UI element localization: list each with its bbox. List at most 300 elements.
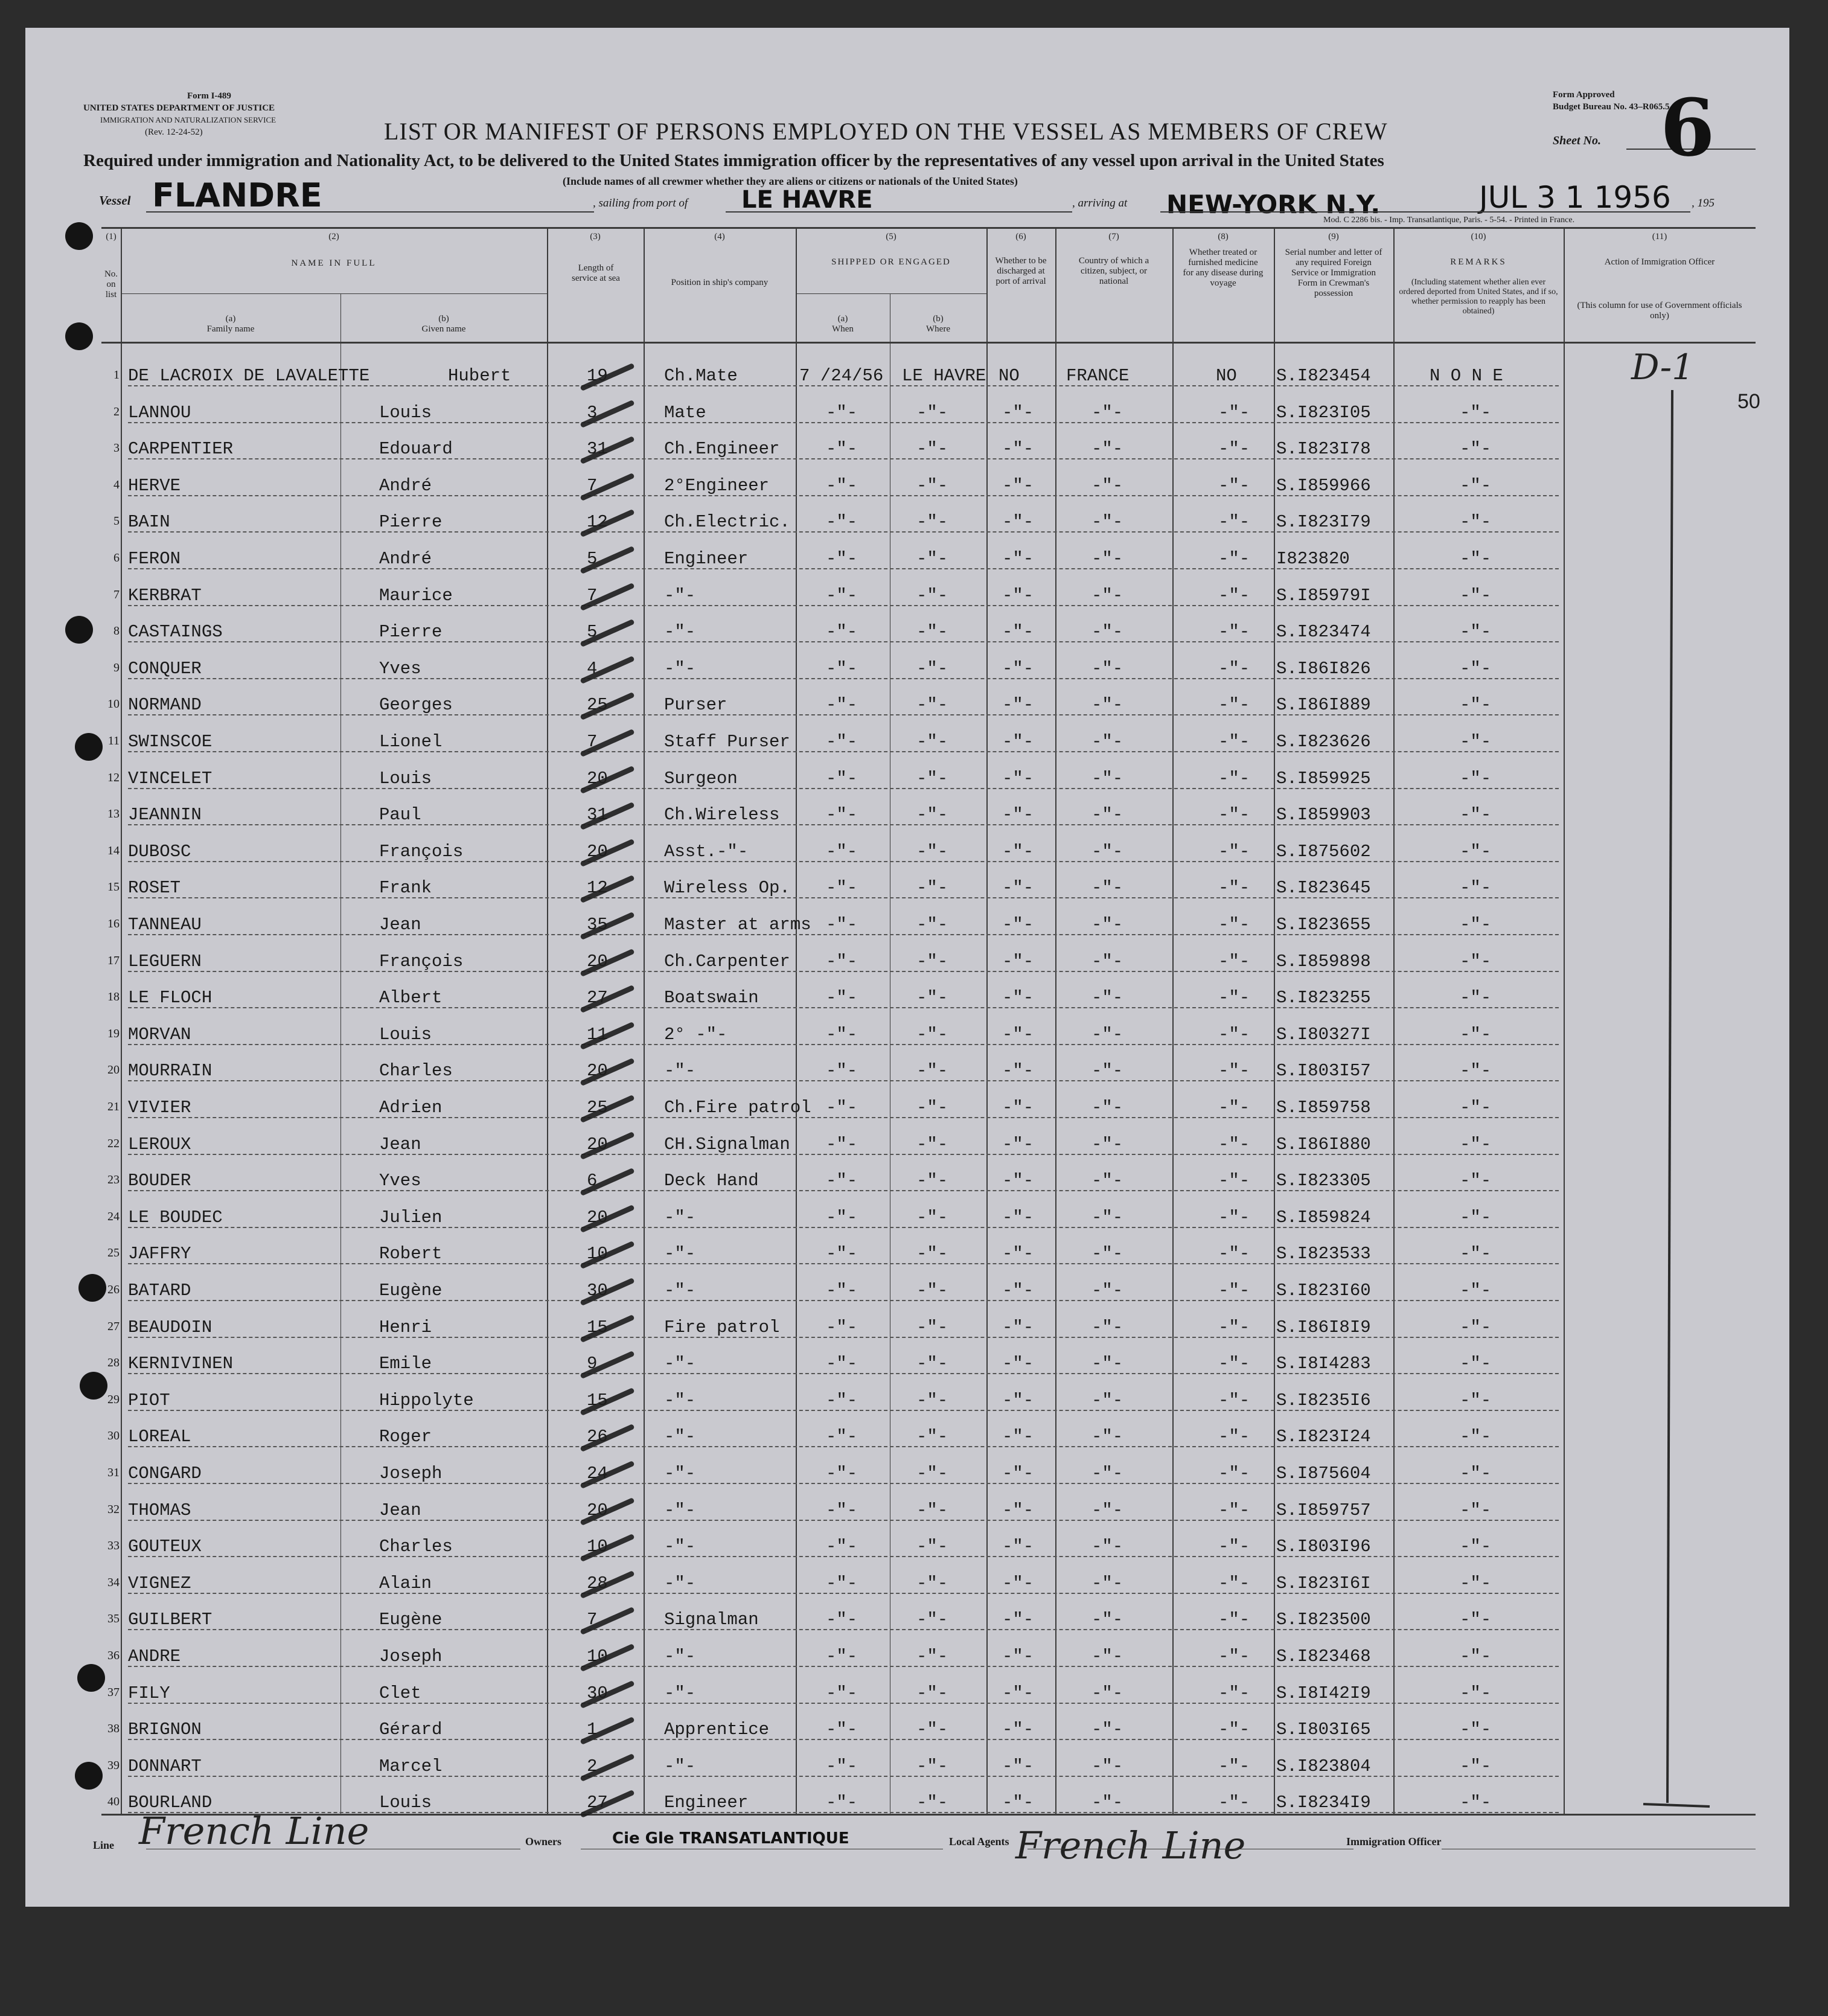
agents-label: Local Agents [949,1835,1009,1848]
family-name: MOURRAIN [128,1061,213,1081]
serial-number: S.I823533 [1276,1244,1371,1264]
given-name: François [379,842,464,862]
ditto-remarks: -"- [1460,1098,1492,1118]
ditto-discharged: -"- [1002,622,1034,642]
row-number: 11 [107,734,120,747]
given-name: Julien [379,1208,443,1227]
row-number: 7 [113,588,120,601]
ditto-discharged: -"- [1002,952,1034,971]
ship-position: -"- [664,622,696,642]
ditto-shipped-when: -"- [826,1500,858,1520]
length-of-service: 7 [587,732,598,752]
serial-number: S.I823468 [1276,1646,1371,1666]
length-of-service: 2 [587,1756,598,1776]
ditto-remarks: -"- [1460,622,1492,642]
length-of-service: 30 [587,1683,608,1703]
serial-number: S.I875604 [1276,1464,1371,1483]
ditto-discharged: -"- [1002,915,1034,935]
ship-position: -"- [664,1281,696,1301]
ditto-medicine: -"- [1218,988,1250,1008]
ditto-remarks: -"- [1460,1537,1492,1557]
row-number: 38 [107,1722,120,1735]
ditto-medicine: -"- [1218,952,1250,971]
ditto-shipped-where: -"- [916,586,948,606]
ditto-shipped-where: -"- [916,1171,948,1191]
ship-position: Ch.Electric. [664,512,790,532]
ditto-remarks: -"- [1460,1793,1492,1813]
ditto-country: -"- [1091,769,1123,789]
row-number: 12 [107,771,120,784]
ditto-shipped-where: -"- [916,1025,948,1045]
ship-position: Engineer [664,1793,749,1813]
family-name: CARPENTIER [128,439,234,459]
row-number: 33 [107,1539,120,1552]
row-number: 25 [107,1246,120,1259]
ditto-discharged: -"- [1002,1610,1034,1630]
family-name: GOUTEUX [128,1537,202,1557]
ditto-shipped-where: -"- [916,476,948,496]
form-title: LIST OR MANIFEST OF PERSONS EMPLOYED ON THE VESSEL AS MEMBERS OF CREW [384,118,1388,145]
ditto-shipped-when: -"- [826,1793,858,1813]
ditto-shipped-where: -"- [916,1317,948,1337]
col9-header: Serial number and letter of any required Foreign Service or Immigration Form in Crewman's possession [1285,248,1382,298]
family-name: LOREAL [128,1427,191,1447]
given-name: Edouard [379,439,453,459]
ship-position: -"- [664,1208,696,1227]
length-of-service: 28 [587,1573,608,1593]
ship-position: Signalman [664,1610,759,1630]
serial-number: S.I859903 [1276,805,1371,825]
col1-number: (1) [106,232,117,242]
col2-header: NAME IN FULL [291,258,377,268]
serial-number: S.I86I8I9 [1276,1317,1371,1337]
ditto-shipped-when: -"- [826,512,858,532]
row1-remarks: N O N E [1430,366,1503,386]
ditto-medicine: -"- [1218,1537,1250,1557]
ditto-country: -"- [1091,1317,1123,1337]
ship-position: Deck Hand [664,1171,759,1191]
ditto-shipped-when: -"- [826,1317,858,1337]
ditto-shipped-when: -"- [826,988,858,1008]
ditto-country: -"- [1091,1281,1123,1301]
row-number: 17 [107,954,120,967]
ditto-remarks: -"- [1460,1683,1492,1703]
ditto-country: -"- [1091,732,1123,752]
family-name: LANNOU [128,403,191,423]
row-number: 19 [107,1027,120,1040]
ditto-remarks: -"- [1460,439,1492,459]
length-of-service: 20 [587,1061,608,1081]
length-of-service: 27 [587,988,608,1008]
ship-position: Surgeon [664,769,738,789]
ditto-country: -"- [1091,842,1123,862]
ditto-discharged: -"- [1002,842,1034,862]
ditto-remarks: -"- [1460,659,1492,679]
ship-position: -"- [664,1354,696,1374]
length-of-service: 6 [587,1171,598,1191]
given-name: Gérard [379,1720,443,1739]
ditto-medicine: -"- [1218,1134,1250,1154]
ship-position: -"- [664,1573,696,1593]
ditto-remarks: -"- [1460,842,1492,862]
ditto-remarks: -"- [1460,1610,1492,1630]
ship-position: Ch.Mate [664,366,738,386]
ditto-remarks: -"- [1460,1573,1492,1593]
serial-number: S.I823626 [1276,732,1371,752]
given-name: Albert [379,988,443,1008]
ship-position: Ch.Fire patrol [664,1098,811,1118]
ship-position: 2°Engineer [664,476,770,496]
ditto-shipped-where: -"- [916,1756,948,1776]
ditto-remarks: -"- [1460,1756,1492,1776]
ditto-discharged: -"- [1002,1098,1034,1118]
ditto-country: -"- [1091,1208,1123,1227]
serial-number: S.I823I79 [1276,512,1371,532]
col1-header: No. on list [104,269,118,299]
punch-hole [65,322,93,350]
length-of-service: 30 [587,1281,608,1301]
ditto-shipped-where: -"- [916,1464,948,1483]
family-name: TANNEAU [128,915,202,935]
given-name: Louis [379,1025,432,1045]
ditto-shipped-when: -"- [826,1756,858,1776]
family-name: KERBRAT [128,586,202,606]
ditto-remarks: -"- [1460,1720,1492,1739]
ditto-discharged: -"- [1002,732,1034,752]
ditto-shipped-when: -"- [826,1134,858,1154]
ditto-shipped-when: -"- [826,1025,858,1045]
ditto-shipped-where: -"- [916,403,948,423]
row-number: 8 [113,624,120,638]
ditto-discharged: -"- [1002,1720,1034,1739]
row-number: 35 [107,1612,120,1625]
ditto-medicine: -"- [1218,622,1250,642]
ship-position: Fire patrol [664,1317,780,1337]
ditto-remarks: -"- [1460,1317,1492,1337]
ditto-shipped-where: -"- [916,1537,948,1557]
ditto-shipped-where: -"- [916,915,948,935]
ship-position: Ch.Engineer [664,439,780,459]
ditto-remarks: -"- [1460,403,1492,423]
ditto-country: -"- [1091,1244,1123,1264]
ditto-remarks: -"- [1460,1646,1492,1666]
ship-position: -"- [664,1427,696,1447]
row-number: 15 [107,880,120,894]
ditto-medicine: -"- [1218,1025,1250,1045]
col10-header: REMARKS [1450,257,1507,267]
family-name: LEGUERN [128,952,202,971]
ditto-discharged: -"- [1002,1793,1034,1813]
ditto-shipped-where: -"- [916,439,948,459]
length-of-service: 20 [587,1208,608,1227]
given-name: Clet [379,1683,421,1703]
family-name: SWINSCOE [128,732,213,752]
length-of-service: 19 [587,366,608,386]
row-number: 14 [107,844,120,857]
ship-position: Ch.Wireless [664,805,780,825]
ship-position: Staff Purser [664,732,790,752]
length-of-service: 20 [587,1500,608,1520]
col6-header: Whether to be discharged at port of arrival [995,256,1047,286]
ditto-medicine: -"- [1218,403,1250,423]
length-of-service: 10 [587,1244,608,1264]
row-number: 21 [107,1100,120,1113]
length-of-service: 10 [587,1537,608,1557]
ditto-shipped-when: -"- [826,622,858,642]
col2a-header: (a) Family name [206,314,255,334]
vessel-name: FLANDRE [152,176,322,214]
row-number: 27 [107,1320,120,1333]
ditto-country: -"- [1091,878,1123,898]
ditto-medicine: -"- [1218,1683,1250,1703]
given-name: Louis [379,769,432,789]
ditto-medicine: -"- [1218,439,1250,459]
serial-number: S.I8I4283 [1276,1354,1371,1374]
row-number: 13 [107,807,120,821]
serial-number: S.I859898 [1276,952,1371,971]
given-name: Hippolyte [379,1390,474,1410]
ditto-remarks: -"- [1460,1427,1492,1447]
ditto-shipped-where: -"- [916,1720,948,1739]
row-number: 18 [107,990,120,1003]
ditto-country: -"- [1091,952,1123,971]
length-of-service: 20 [587,769,608,789]
serial-number: S.I823474 [1276,622,1371,642]
serial-number: S.I803I65 [1276,1720,1371,1739]
given-name: Frank [379,878,432,898]
ditto-shipped-when: -"- [826,659,858,679]
family-name: GUILBERT [128,1610,213,1630]
row-number: 22 [107,1137,120,1150]
ditto-shipped-where: -"- [916,695,948,715]
ditto-shipped-where: -"- [916,549,948,569]
given-name: François [379,952,464,971]
length-of-service: 4 [587,659,598,679]
length-of-service: 25 [587,1098,608,1118]
ship-position: -"- [664,659,696,679]
serial-number: S.I859966 [1276,476,1371,496]
ship-position: -"- [664,1756,696,1776]
ditto-discharged: -"- [1002,1390,1034,1410]
given-name: Pierre [379,622,443,642]
family-name: THOMAS [128,1500,191,1520]
family-name: DONNART [128,1756,202,1776]
ditto-discharged: -"- [1002,1208,1034,1227]
ditto-shipped-when: -"- [826,1537,858,1557]
given-name: Maurice [379,586,453,606]
col5a-header: (a) When [832,314,854,334]
row-number: 10 [107,697,120,711]
serial-number: S.I80327I [1276,1025,1371,1045]
sailing-port: LE HAVRE [741,186,873,214]
ship-position: Master at arms [664,915,811,935]
ditto-country: -"- [1091,512,1123,532]
col4-header: Position in ship's company [671,278,769,287]
arrival-date-stamp: JUL 3 1 1956 [1479,180,1671,215]
family-name: VIVIER [128,1098,191,1118]
ditto-shipped-where: -"- [916,1390,948,1410]
sheet-number: 6 [1660,82,1715,174]
print-note: Mod. C 2286 bis. - Imp. Transatlantique, Paris. - 5-54. - Printed in France. [1323,216,1575,225]
ditto-medicine: -"- [1218,1573,1250,1593]
ditto-shipped-when: -"- [826,878,858,898]
ditto-shipped-where: -"- [916,769,948,789]
serial-number: S.I823I05 [1276,403,1371,423]
family-name: PIOT [128,1390,170,1410]
given-name: Pierre [379,512,443,532]
row1-medicine: NO [1216,366,1237,386]
length-of-service: 15 [587,1317,608,1337]
length-of-service: 20 [587,842,608,862]
ditto-discharged: -"- [1002,878,1034,898]
ditto-discharged: -"- [1002,805,1034,825]
ditto-medicine: -"- [1218,915,1250,935]
ditto-medicine: -"- [1218,1317,1250,1337]
length-of-service: 5 [587,622,598,642]
ditto-discharged: -"- [1002,1646,1034,1666]
ditto-remarks: -"- [1460,988,1492,1008]
ship-position: Asst.-"- [664,842,749,862]
given-name: Alain [379,1573,432,1593]
ditto-remarks: -"- [1460,1061,1492,1081]
ditto-medicine: -"- [1218,1427,1250,1447]
given-name: Jean [379,1134,421,1154]
given-name: André [379,476,432,496]
ditto-country: -"- [1091,1683,1123,1703]
family-name: VIGNEZ [128,1573,191,1593]
family-name: LE FLOCH [128,988,213,1008]
family-name: CASTAINGS [128,622,223,642]
col3-header: Length of service at sea [572,263,620,283]
length-of-service: 3 [587,403,598,423]
serial-number: S.I859758 [1276,1098,1371,1118]
ditto-country: -"- [1091,403,1123,423]
family-name: JEANNIN [128,805,202,825]
given-name: Charles [379,1061,453,1081]
length-of-service: 10 [587,1646,608,1666]
family-name: FILY [128,1683,170,1703]
ditto-medicine: -"- [1218,1354,1250,1374]
ditto-shipped-when: -"- [826,1098,858,1118]
family-name: MORVAN [128,1025,191,1045]
ditto-shipped-when: -"- [826,952,858,971]
ditto-medicine: -"- [1218,878,1250,898]
ditto-medicine: -"- [1218,1720,1250,1739]
length-of-service: 5 [587,549,598,569]
arriving-label: , arriving at [1072,197,1128,210]
serial-number: S.I85979I [1276,586,1371,606]
length-of-service: 7 [587,586,598,606]
ditto-discharged: -"- [1002,1025,1034,1045]
given-name: Hubert [448,366,511,386]
row-number: 28 [107,1356,120,1369]
ditto-discharged: -"- [1002,403,1034,423]
serial-number: S.I823I60 [1276,1281,1371,1301]
length-of-service: 20 [587,1134,608,1154]
serial-number: I823820 [1276,549,1350,569]
service: IMMIGRATION AND NATURALIZATION SERVICE [100,115,276,124]
ditto-medicine: -"- [1218,512,1250,532]
ditto-country: -"- [1091,1500,1123,1520]
given-name: Yves [379,659,421,679]
ditto-medicine: -"- [1218,1464,1250,1483]
ship-position: 2° -"- [664,1025,727,1045]
row-number: 34 [107,1576,120,1589]
row-number: 20 [107,1063,120,1077]
ditto-country: -"- [1091,1098,1123,1118]
row-number: 29 [107,1393,120,1406]
given-name: Emile [379,1354,432,1374]
ditto-remarks: -"- [1460,1134,1492,1154]
given-name: Adrien [379,1098,443,1118]
ditto-medicine: -"- [1218,1610,1250,1630]
ditto-country: -"- [1091,1427,1123,1447]
ditto-shipped-when: -"- [826,1281,858,1301]
ditto-country: -"- [1091,1573,1123,1593]
family-name: BATARD [128,1281,191,1301]
arriving-port: NEW-YORK N.Y. [1166,190,1381,219]
ditto-remarks: -"- [1460,549,1492,569]
ditto-discharged: -"- [1002,476,1034,496]
ditto-discharged: -"- [1002,659,1034,679]
ditto-country: -"- [1091,1025,1123,1045]
ditto-country: -"- [1091,1720,1123,1739]
ship-position: -"- [664,586,696,606]
ditto-medicine: -"- [1218,1171,1250,1191]
family-name: BOURLAND [128,1793,213,1813]
ditto-medicine: -"- [1218,1098,1250,1118]
length-of-service: 7 [587,1610,598,1630]
punch-hole [65,222,93,250]
ditto-shipped-when: -"- [826,1683,858,1703]
line-label: Line [93,1839,115,1851]
ditto-remarks: -"- [1460,805,1492,825]
ditto-remarks: -"- [1460,1208,1492,1227]
ditto-remarks: -"- [1460,1464,1492,1483]
ditto-country: -"- [1091,476,1123,496]
length-of-service: 11 [587,1025,608,1045]
ditto-country: -"- [1091,1646,1123,1666]
ditto-remarks: -"- [1460,1025,1492,1045]
family-name: HERVE [128,476,181,496]
ditto-shipped-when: -"- [826,586,858,606]
row-number: 2 [113,405,120,418]
owners-label: Owners [525,1835,561,1848]
ditto-shipped-when: -"- [826,1061,858,1081]
ditto-discharged: -"- [1002,1244,1034,1264]
ditto-shipped-when: -"- [826,549,858,569]
row-number: 5 [113,514,120,528]
given-name: Louis [379,403,432,423]
ditto-discharged: -"- [1002,586,1034,606]
ditto-medicine: -"- [1218,1646,1250,1666]
given-name: Joseph [379,1464,443,1483]
ditto-shipped-where: -"- [916,1683,948,1703]
serial-number: S.I823I24 [1276,1427,1371,1447]
form-number: Form I-489 [187,91,231,101]
col5-header: SHIPPED OR ENGAGED [831,257,951,267]
ditto-remarks: -"- [1460,769,1492,789]
department: UNITED STATES DEPARTMENT OF JUSTICE [83,103,275,113]
ditto-country: -"- [1091,1793,1123,1813]
row-number: 31 [107,1466,120,1479]
row-number: 30 [107,1429,120,1442]
serial-number: S.I803I96 [1276,1537,1371,1557]
ditto-medicine: -"- [1218,476,1250,496]
family-name: DUBOSC [128,842,191,862]
ditto-shipped-when: -"- [826,1646,858,1666]
row-number: 9 [113,661,120,674]
